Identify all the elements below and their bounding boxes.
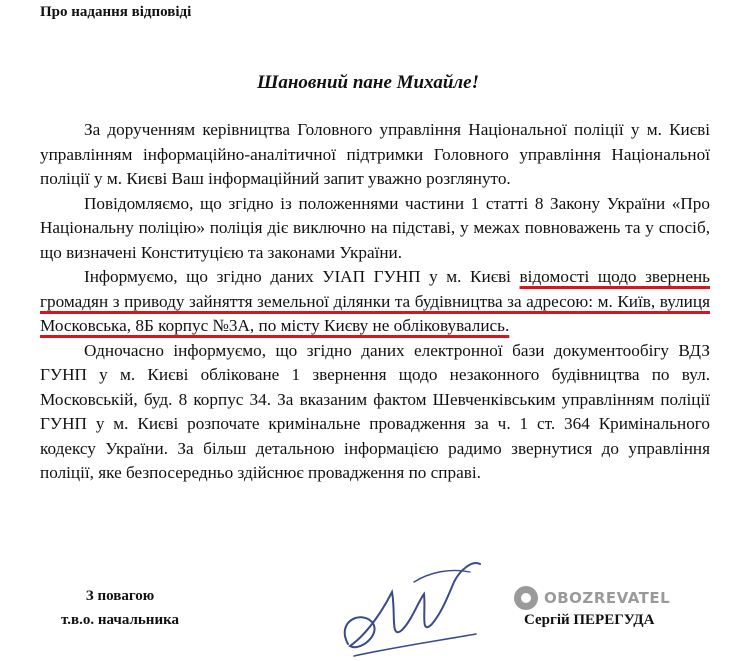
salutation: Шановний пане Михайле! (256, 72, 480, 93)
closing-block (40, 584, 200, 632)
paragraph-4: Одночасно інформуємо, що згідно даних електронної бази документообігу ВДЗ ГУНП у м. Києві обліковане 1 звернення щодо незаконного будівництва по вул. Московській, буд. 8 корпус 34. За вказаним фактом Шевченківським управлінням поліції ГУНП у м. Києві розпочате кримінальне провадження за ч. 1 ст. 364 Кримінального кодексу України. За більш детальною інформацією радимо звернутися до управління поліції, яке безпосередньо здійснює провадження по справі. (40, 340, 710, 482)
paragraph-3-start: Інформуємо, що згідно даних УІАП ГУНП у м. Києві (84, 267, 520, 286)
closing-position: т.в.о. начальника (60, 612, 180, 628)
publisher-watermark (514, 585, 714, 611)
closing-regards: З повагою (85, 588, 155, 604)
paragraph-1: За дорученням керівництва Головного управління Національної поліції у м. Києві управлінням інформаційно-аналітичної підтримки Головного управління Національної поліції у м. Києві Ваш інформаційний запит уважно розглянуто. (40, 120, 710, 188)
paragraph-2: Повідомляємо, що згідно із положеннями частини 1 статті 8 Закону України «Про Національну поліцію» поліція діє виключно на підставі, у межах повноважень та у спосіб, що визначені Конституцією та законами України. (40, 193, 710, 262)
paragraph-3 (40, 265, 710, 339)
letter-subject: Про надання відповіді (40, 4, 192, 20)
highlighted-statement: відомості щодо звернень громадян з приводу зайняття земельної ділянки та будівництва за адресою: м. Київ, вулиця Московська, 8Б корпус №3А, по місту Києву не обліковувались. (40, 267, 710, 335)
signer-name: Сергій ПЕРЕГУДА (524, 612, 655, 628)
watermark-text: OBOZREVATEL (544, 589, 671, 607)
handwritten-signature (330, 552, 490, 661)
obozrevatel-logo-icon (514, 586, 538, 610)
letter-body (40, 118, 710, 486)
